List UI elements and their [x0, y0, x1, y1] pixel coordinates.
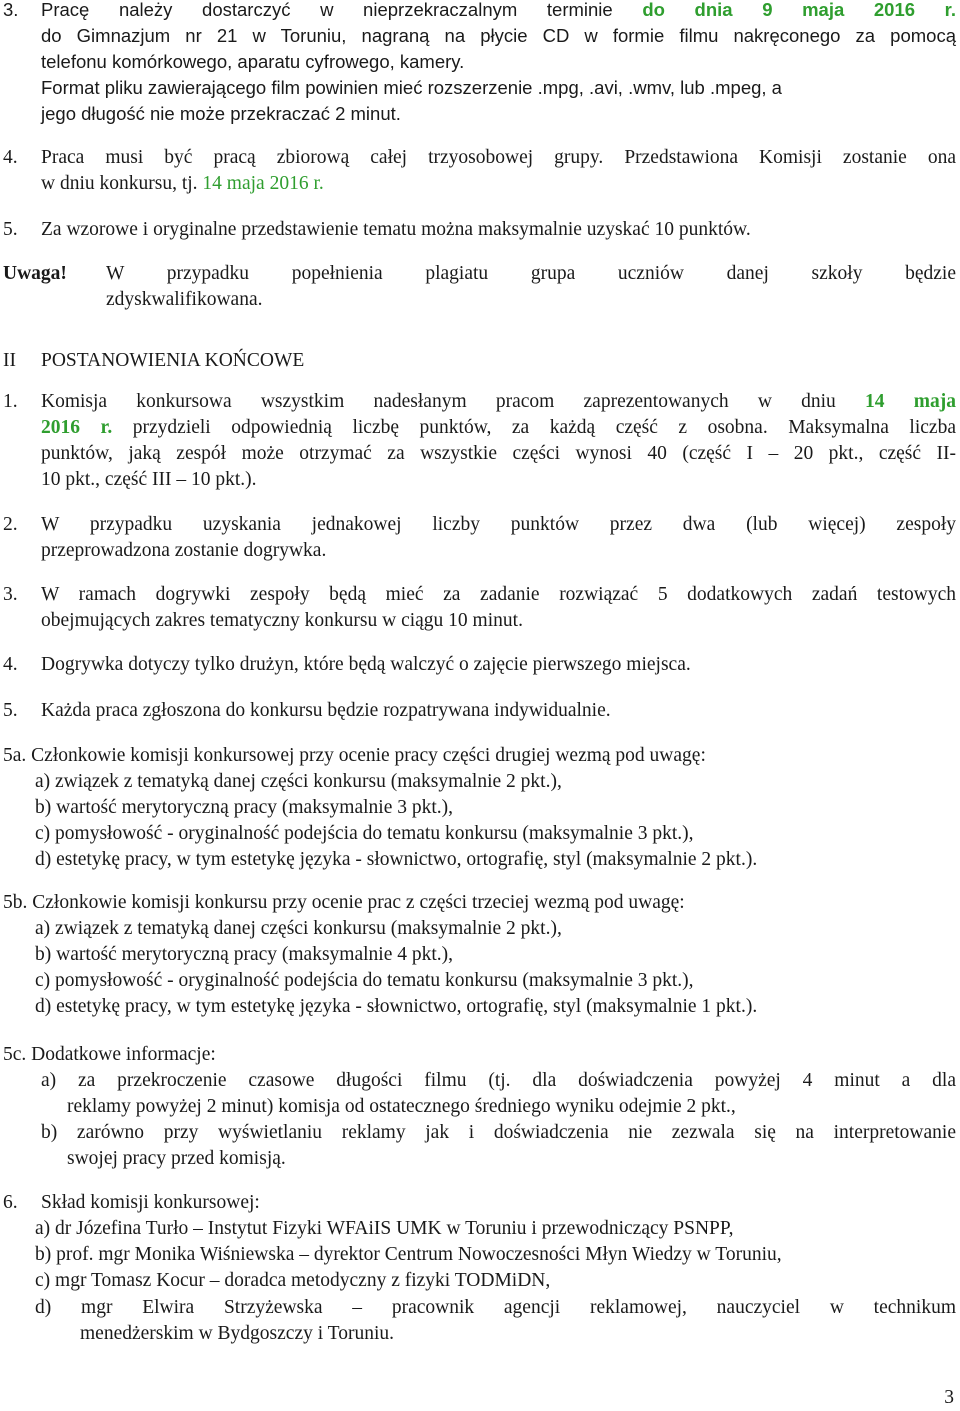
- criteria-item: c) pomysłowość - oryginalność podejścia do tematu konkursu (maksymalnie 3 pkt.),: [35, 970, 694, 991]
- info-heading: 5c. Dodatkowe informacje:: [3, 1044, 216, 1065]
- presentation-date: 14 maja 2016 r.: [202, 173, 324, 194]
- criteria-item: b) wartość merytoryczną pracy (maksymalnie 3 pkt.),: [35, 797, 454, 818]
- text-line: obejmujących zakres tematyczny konkursu w ciągu 10 minut.: [41, 610, 523, 631]
- item-number: 2.: [3, 514, 18, 535]
- text-line: Praca musi być pracą zbiorową całej trzyosobowej grupy. Przedstawiona Komisji zostanie ona: [41, 147, 956, 168]
- criteria-heading: 5b. Członkowie komisji konkursu przy ocenie prac z części trzeciej wezmą pod uwagę:: [3, 892, 685, 913]
- warning-text: W przypadku popełnienia plagiatu grupa uczniów danej szkoły będzie: [106, 263, 956, 284]
- committee-member: a) dr Józefina Turło – Instytut Fizyki WFAiIS UMK w Toruniu i przewodniczący PSNPP,: [35, 1218, 734, 1239]
- text-line: do Gimnazjum nr 21 w Toruniu, nagraną na płycie CD w formie filmu nakręconego za pomocą: [41, 25, 956, 46]
- deadline-line: [41, 0, 956, 23]
- text-fragment: w dniu konkursu, tj.: [41, 173, 203, 194]
- text-line: Format pliku zawierającego film powinien mieć rozszerzenie .mpg, .avi, .wmv, lub .mpeg, a: [41, 77, 782, 98]
- text-line: [41, 171, 324, 197]
- review-date: 14 maja: [865, 391, 956, 412]
- criteria-item: b) wartość merytoryczną pracy (maksymalnie 4 pkt.),: [35, 944, 454, 965]
- text-fragment: Komisja konkursowa wszystkim nadesłanym pracom zaprezentowanych w dniu: [41, 391, 866, 412]
- text-line: telefonu komórkowego, aparatu cyfrowego, kamery.: [41, 51, 465, 72]
- criteria-item: d) estetykę pracy, w tym estetykę języka - słownictwo, ortografię, styl (maksymalnie 1 pkt.).: [35, 996, 758, 1017]
- text-line: Za wzorowe i oryginalne przedstawienie tematu można maksymalnie uzyskać 10 punktów.: [41, 219, 751, 240]
- item-number: 4.: [3, 654, 18, 675]
- info-item: b) zarówno przy wyświetlaniu reklamy jak i doświadczenia nie zezwala się na interpretowanie: [41, 1122, 956, 1143]
- item-number: 4.: [3, 147, 18, 168]
- text-fragment: przydzieli odpowiednią liczbę punktów, za każdą część z osobna. Maksymalna liczba: [112, 417, 956, 438]
- committee-member: c) mgr Tomasz Kocur – doradca metodyczny z fizyki TODMiDN,: [35, 1270, 551, 1291]
- item-number: 6.: [3, 1192, 18, 1213]
- committee-member: menedżerskim w Bydgoszczy i Toruniu.: [80, 1323, 394, 1344]
- deadline-text: Pracę należy dostarczyć w nieprzekraczalnym terminie: [41, 0, 643, 20]
- text-line: Dogrywka dotyczy tylko drużyn, które będą walczyć o zajęcie pierwszego miejsca.: [41, 654, 691, 675]
- section-heading: POSTANOWIENIA KOŃCOWE: [41, 350, 305, 371]
- criteria-item: a) związek z tematyką danej części konkursu (maksymalnie 2 pkt.),: [35, 771, 562, 792]
- item-number: 3.: [3, 584, 18, 605]
- section-number: II: [3, 350, 16, 371]
- review-year: 2016 r.: [41, 417, 113, 438]
- text-line: [41, 389, 956, 415]
- criteria-item: a) związek z tematyką danej części konkursu (maksymalnie 2 pkt.),: [35, 918, 562, 939]
- committee-member: b) prof. mgr Monika Wiśniewska – dyrektor Centrum Nowoczesności Młyn Wiedzy w Toruniu,: [35, 1244, 782, 1265]
- item-number: 1.: [3, 391, 18, 412]
- info-item: swojej pracy przed komisją.: [67, 1148, 286, 1169]
- warning-text: zdyskwalifikowana.: [106, 289, 263, 310]
- text-line: punktów, jaką zespół może otrzymać za wszystkie części wynosi 40 (część I – 20 pkt., część II-: [41, 443, 956, 464]
- committee-member: d) mgr Elwira Strzyżewska – pracownik agencji reklamowej, nauczyciel w technikum: [35, 1297, 956, 1318]
- committee-heading: Skład komisji konkursowej:: [41, 1192, 260, 1213]
- deadline-date: do dnia 9 maja 2016 r.: [642, 0, 956, 20]
- text-line: przeprowadzona zostanie dogrywka.: [41, 540, 327, 561]
- page-number: 3: [944, 1387, 954, 1408]
- text-line: [41, 415, 956, 441]
- text-line: W ramach dogrywki zespoły będą mieć za zadanie rozwiązać 5 dodatkowych zadań testowych: [41, 584, 956, 605]
- criteria-item: c) pomysłowość - oryginalność podejścia do tematu konkursu (maksymalnie 3 pkt.),: [35, 823, 694, 844]
- item-number: 5.: [3, 700, 18, 721]
- info-item: a) za przekroczenie czasowe długości filmu (tj. dla doświadczenia powyżej 4 minut a dla: [41, 1070, 956, 1091]
- text-line: jego długość nie może przekraczać 2 minut.: [41, 103, 401, 124]
- criteria-heading: 5a. Członkowie komisji konkursowej przy ocenie pracy części drugiej wezmą pod uwagę:: [3, 745, 706, 766]
- criteria-item: d) estetykę pracy, w tym estetykę języka - słownictwo, ortografię, styl (maksymalnie 2 pkt.).: [35, 849, 758, 870]
- warning-label: Uwaga!: [3, 263, 67, 284]
- text-line: W przypadku uzyskania jednakowej liczby punktów przez dwa (lub więcej) zespoły: [41, 514, 956, 535]
- info-item: reklamy powyżej 2 minut) komisja od ostatecznego średniego wyniku odejmie 2 pkt.,: [67, 1096, 736, 1117]
- item-number: 5.: [3, 219, 18, 240]
- text-line: 10 pkt., część III – 10 pkt.).: [41, 469, 257, 490]
- item-number: 3.: [3, 0, 19, 20]
- text-line: Każda praca zgłoszona do konkursu będzie rozpatrywana indywidualnie.: [41, 700, 611, 721]
